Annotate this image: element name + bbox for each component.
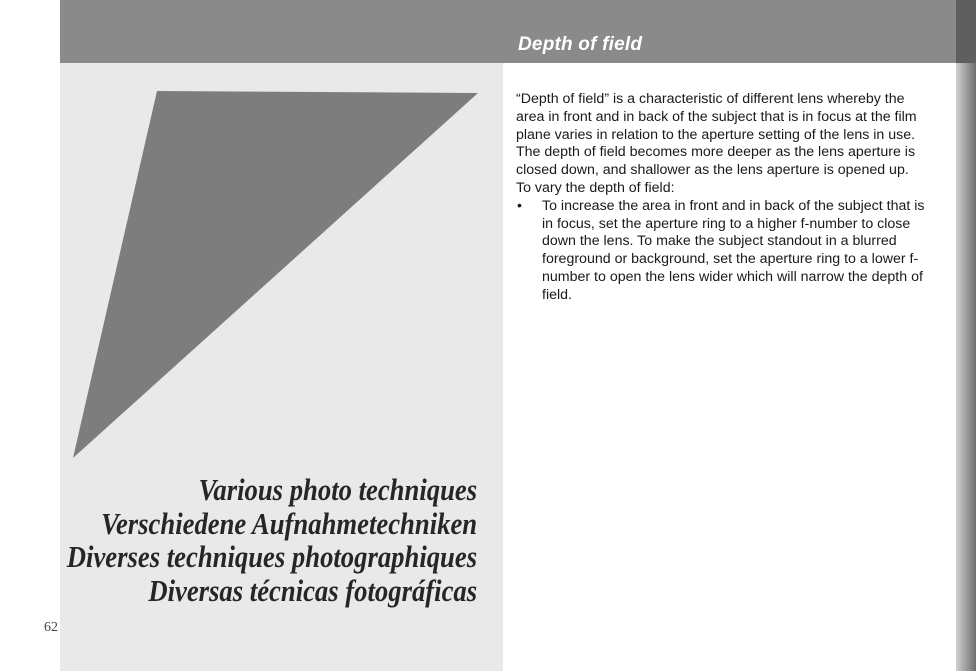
intro-paragraph: “Depth of field” is a characteristic of different lens whereby the area in front and in back of the subject that is in focus at the film plane varies in relation to the aperture setting of the lens in use. The depth of field becomes more deeper as the lens aperture is closed down, and shallower as the lens aperture is opened up. To vary the depth of field: — [516, 91, 917, 196]
section-title-french: Diverses techniques photographiques — [66, 539, 477, 574]
triangle-shape — [73, 91, 478, 458]
body-text — [516, 91, 926, 305]
header-band — [60, 0, 956, 63]
page-number: 62 — [44, 620, 58, 635]
page-edge-strip-top — [956, 0, 976, 63]
page-edge-strip — [956, 0, 976, 671]
bullet-icon: • — [517, 197, 522, 214]
section-title-spanish: Diversas técnicas fotográficas — [148, 572, 477, 608]
page-title: Depth of field — [518, 34, 643, 55]
section-title-english: Various photo techniques — [198, 472, 477, 507]
section-title-german: Verschiedene Aufnahmetechniken — [101, 505, 478, 541]
bullet-item — [516, 198, 926, 305]
section-titles — [67, 473, 477, 607]
bullet-text: To increase the area in front and in back of the subject that is in focus, set the aperture ring to a higher f-number to close down the lens. To make the subject standout in a blurred foreground or background, set the aperture ring to a lower f-number to open the lens wider which will narrow the depth of field. — [542, 197, 925, 303]
